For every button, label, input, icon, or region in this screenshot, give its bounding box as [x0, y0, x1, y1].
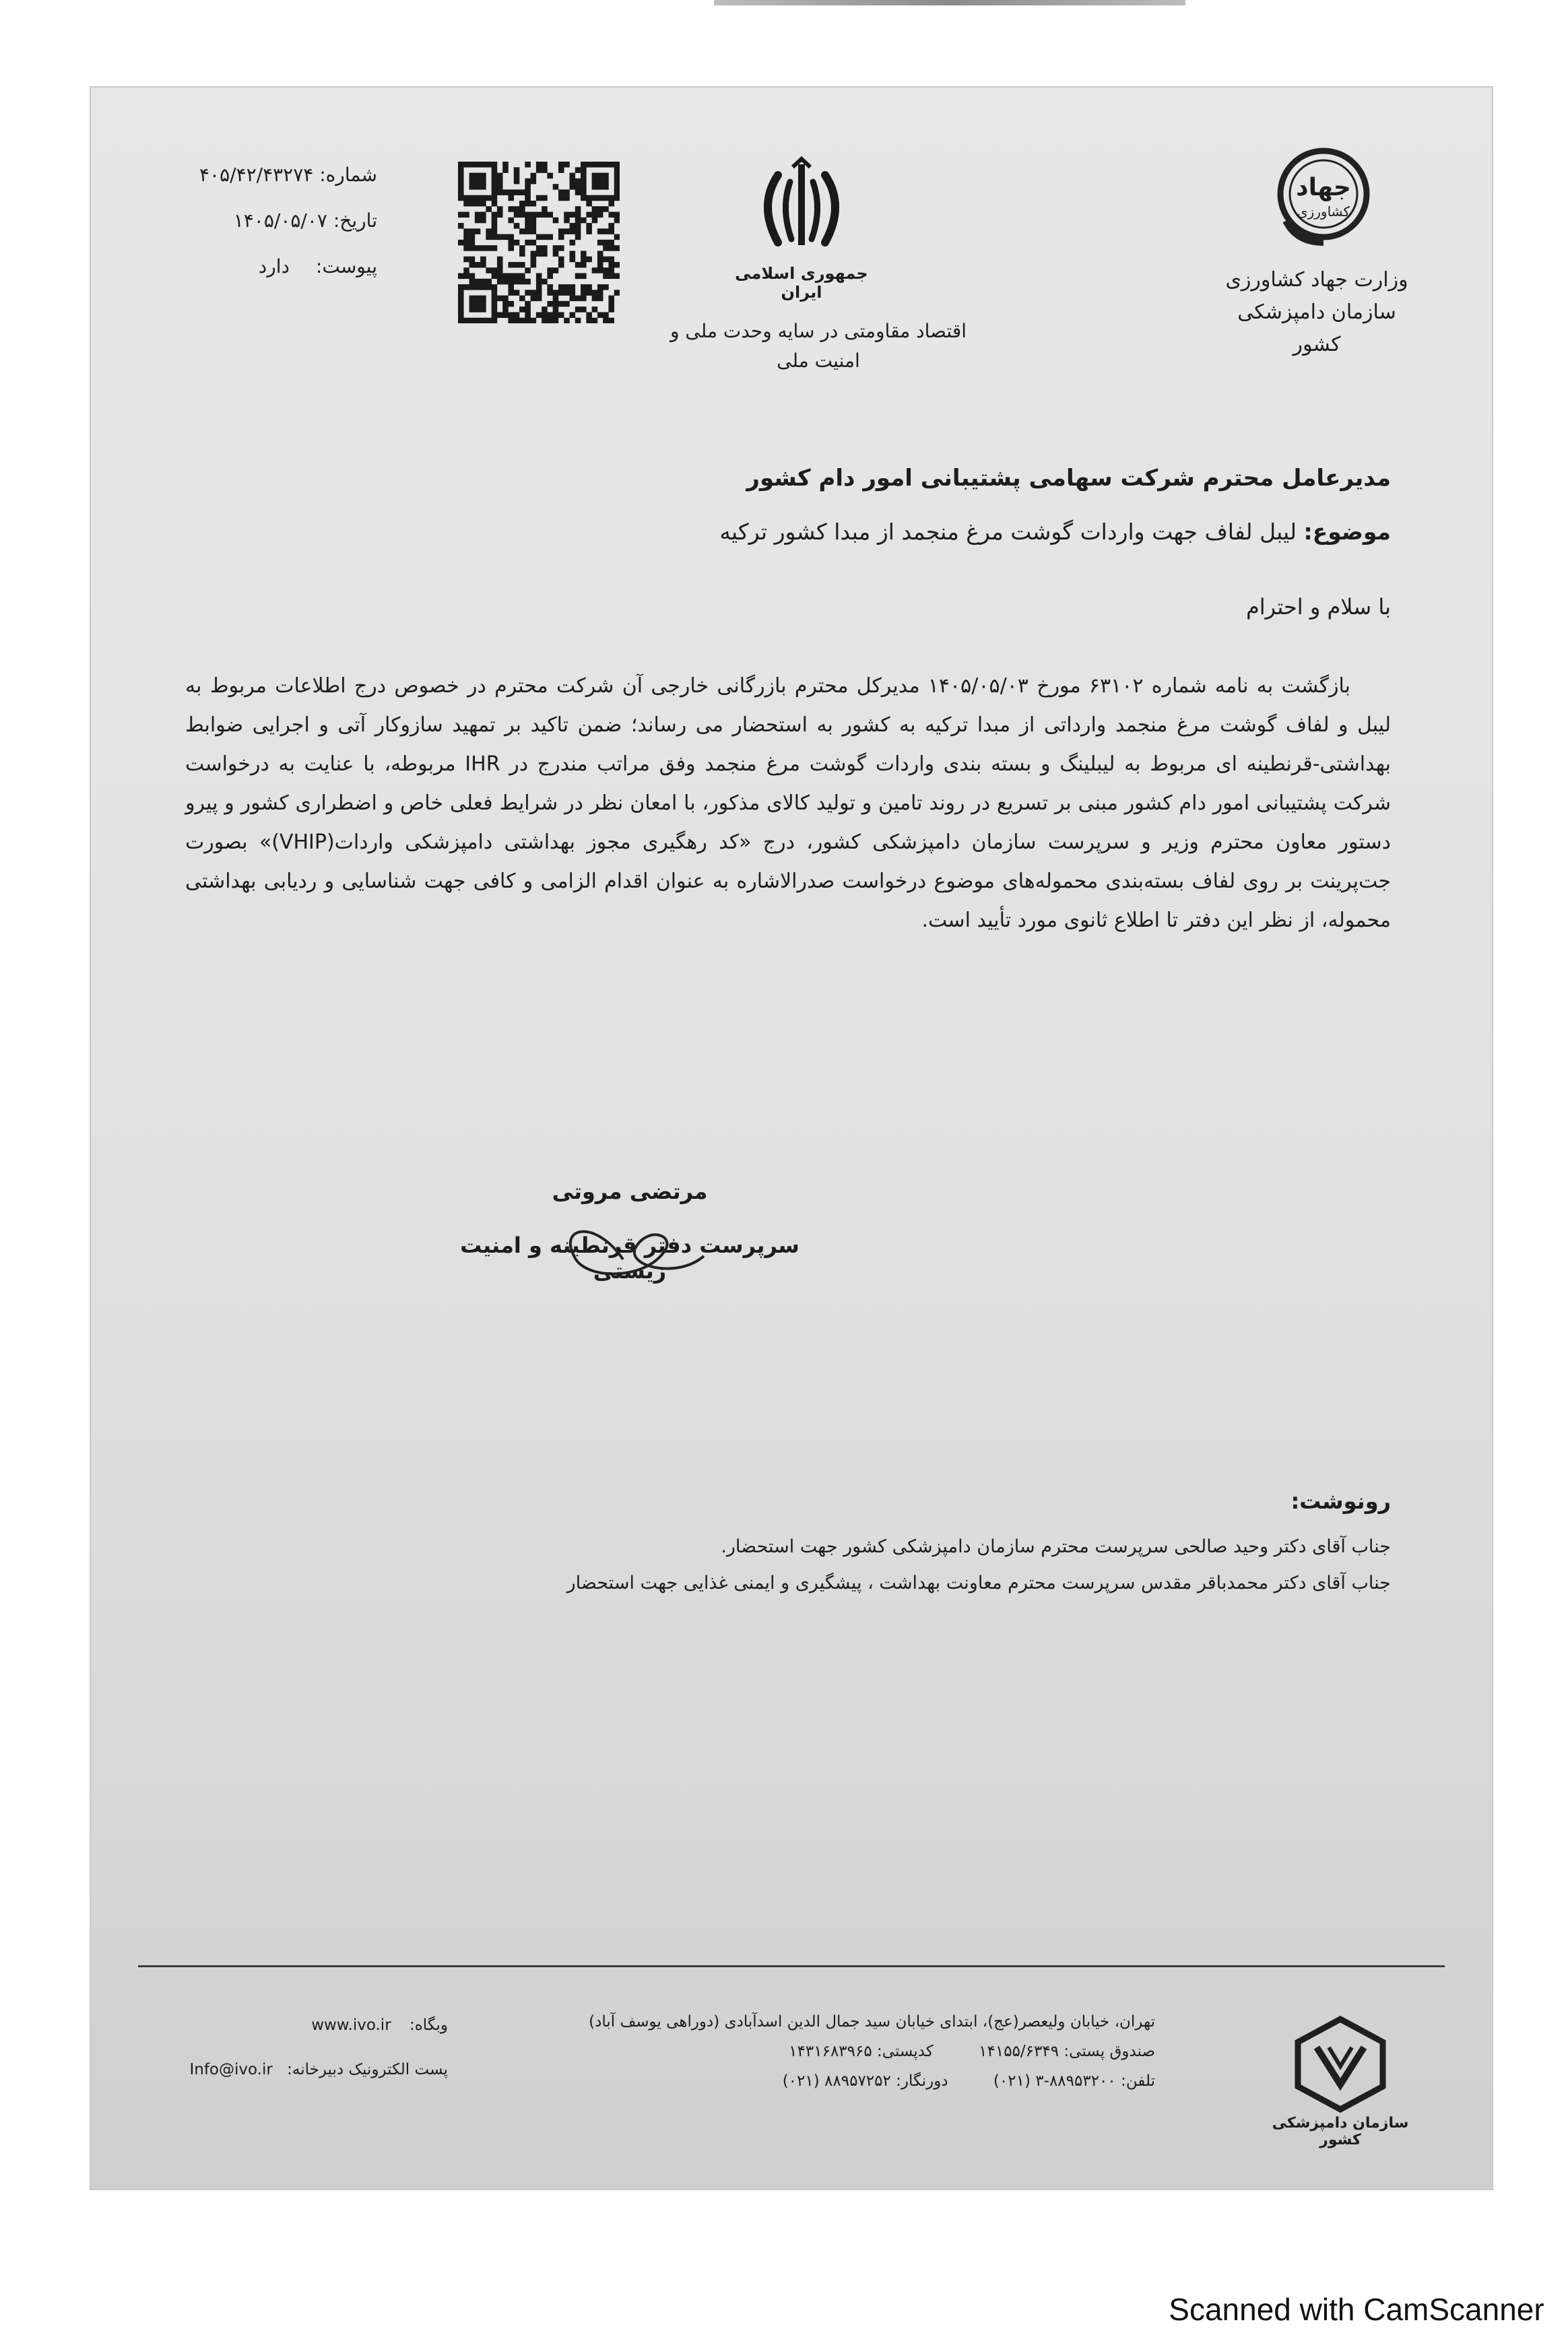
subject	[313, 519, 1391, 545]
attachment-label: پیوست:	[315, 255, 377, 277]
email-value[interactable]: Info@ivo.ir	[189, 2061, 273, 2078]
cc-title: رونوشت:	[1291, 1488, 1391, 1514]
email-row	[165, 2055, 448, 2084]
jahad-logo-text: جهاد	[1296, 174, 1351, 201]
emblem-caption: جمهوری اسلامی ایران	[735, 264, 868, 302]
attachment-row	[155, 253, 377, 280]
postal-value: ۱۴۳۱۶۸۳۹۶۵	[789, 2043, 872, 2060]
postal-label: کدپستی:	[877, 2043, 934, 2060]
ministry-name	[1216, 264, 1418, 361]
phone-label: تلفن:	[1121, 2072, 1155, 2090]
footer-pobox-row	[482, 2037, 1155, 2066]
ministry-line-2: سازمان دامپزشکی کشور	[1237, 300, 1396, 356]
website-row	[165, 2010, 448, 2040]
signer-name: مرتضی مروتی	[552, 1179, 708, 1204]
veterinary-organization-logo-icon	[1290, 2014, 1391, 2115]
fax-value: ۸۸۹۵۷۲۵۲ (۰۲۱)	[782, 2072, 891, 2090]
slogan-line-1: اقتصاد مقاومتی در سایه وحدت ملی و	[669, 320, 967, 342]
camscanner-watermark: Scanned with CamScanner	[1145, 2283, 1568, 2335]
handwritten-signature-icon	[421, 1179, 839, 1313]
fax-label: دورنگار:	[896, 2072, 948, 2090]
pobox-label: صندوق پستی:	[1064, 2043, 1155, 2060]
number-row	[155, 162, 377, 189]
date-row	[155, 207, 377, 234]
footer-divider	[138, 1965, 1445, 1967]
cc-line-1: جناب آقای دکتر وحید صالحی سرپرست محترم سازمان دامپزشکی کشور جهت استحضار.	[721, 1536, 1391, 1557]
subject-label: موضوع:	[1303, 519, 1391, 545]
email-label: پست الکترونیک دبیرخانه:	[287, 2061, 448, 2078]
addressee: مدیرعامل محترم شرکت سهامی پشتیبانی امور دام کشور	[746, 465, 1391, 492]
qr-code	[458, 162, 620, 323]
jahad-logo-sub: کشاورزی	[1297, 203, 1350, 220]
qr-code-icon	[458, 162, 620, 323]
date-label: تاریخ:	[333, 209, 377, 232]
cc-list	[381, 1529, 1391, 1602]
website-value[interactable]: www.ivo.ir	[311, 2016, 391, 2034]
greeting: با سلام و احترام	[1245, 594, 1391, 620]
slogan	[643, 317, 993, 376]
cc-line-2: جناب آقای دکتر محمدباقر مقدس سرپرست محترم معاونت بهداشت ، پیشگیری و ایمنی غذایی جهت استحضار	[566, 1573, 1391, 1593]
footer-phone-row	[482, 2066, 1155, 2096]
number-label: شماره:	[319, 164, 377, 186]
attachment-value: دارد	[258, 255, 290, 277]
subject-text: لیبل لفاف جهت واردات گوشت مرغ منجمد از مبدا کشور ترکیه	[719, 519, 1297, 545]
footer-address: تهران، خیابان ولیعصر(عج)، ابتدای خیابان سید جمال الدین اسدآبادی (دوراهی یوسف آباد)	[589, 2013, 1155, 2031]
phone-value: ۸۸۹۵۳۲۰۰-۳ (۰۲۱)	[993, 2072, 1116, 2090]
letter-page	[91, 88, 1492, 2189]
iran-emblem-icon	[751, 155, 852, 256]
ministry-line-1: وزارت جهاد کشاورزی	[1225, 268, 1408, 292]
date-value: ۱۴۰۵/۰۵/۰۷	[233, 209, 327, 232]
signer-title: سرپرست دفتر قرنطینه و امنیت زیستی	[460, 1232, 799, 1284]
iran-emblem	[751, 155, 852, 256]
letter-body: بازگشت به نامه شماره ۶۳۱۰۲ مورخ ۱۴۰۵/۰۵/۰۳ مدیرکل محترم بازرگانی خارجی آن شرکت محترم در خصوص درج اطلاعات مربوط به لیبل و لفاف گوشت مرغ منجمد وارداتی از مبدا ترکیه به کشور به استحضار می رساند؛ ضمن تاکید بر تمهید سازوکار آتی و اجرایی ضوابط بهداشتی-قرنطینه ای مربوط به لیبلینگ و بسته بندی واردات گوشت مرغ منجمد وفق مراتب مندرج در IHR مربوطه، با عنایت به درخواست شرکت پشتیبانی امور دام کشور مبنی بر تسریع در روند تامین و تولید کالای مذکور، با امعان نظر در شرایط فعلی خاص و اضطراری کشور و پیرو دستور معاون محترم وزیر و سرپرست سازمان دامپزشکی کشور، درج «کد رهگیری مجوز بهداشتی دامپزشکی واردات(VHIP)» بصورت جت‌پرینت بر روی لفاف بسته‌بندی محموله‌های موضوع درخواست صدرالاشاره به عنوان اقدام الزامی و کافی جهت شناسایی و ردیابی بهداشتی محموله، از نظر این دفتر تا اطلاع ثانوی مورد تأیید است.	[185, 674, 1392, 932]
ministry-logo	[1270, 141, 1377, 249]
pobox-value: ۱۴۱۵۵/۶۳۴۹	[979, 2043, 1059, 2060]
signature-block	[421, 1179, 839, 1313]
letter-meta	[155, 162, 377, 280]
number-value: ۴۰۵/۴۲/۴۳۲۷۴	[199, 164, 314, 186]
footer-address-block	[482, 2007, 1155, 2096]
footer-web-block	[165, 2010, 448, 2084]
website-label: وبگاه:	[409, 2016, 448, 2034]
slogan-line-2: امنیت ملی	[777, 350, 860, 372]
scan-edge-strip	[714, 0, 1185, 5]
org-logo	[1290, 2014, 1391, 2115]
org-logo-caption: سازمان دامپزشکی کشور	[1272, 2115, 1409, 2148]
